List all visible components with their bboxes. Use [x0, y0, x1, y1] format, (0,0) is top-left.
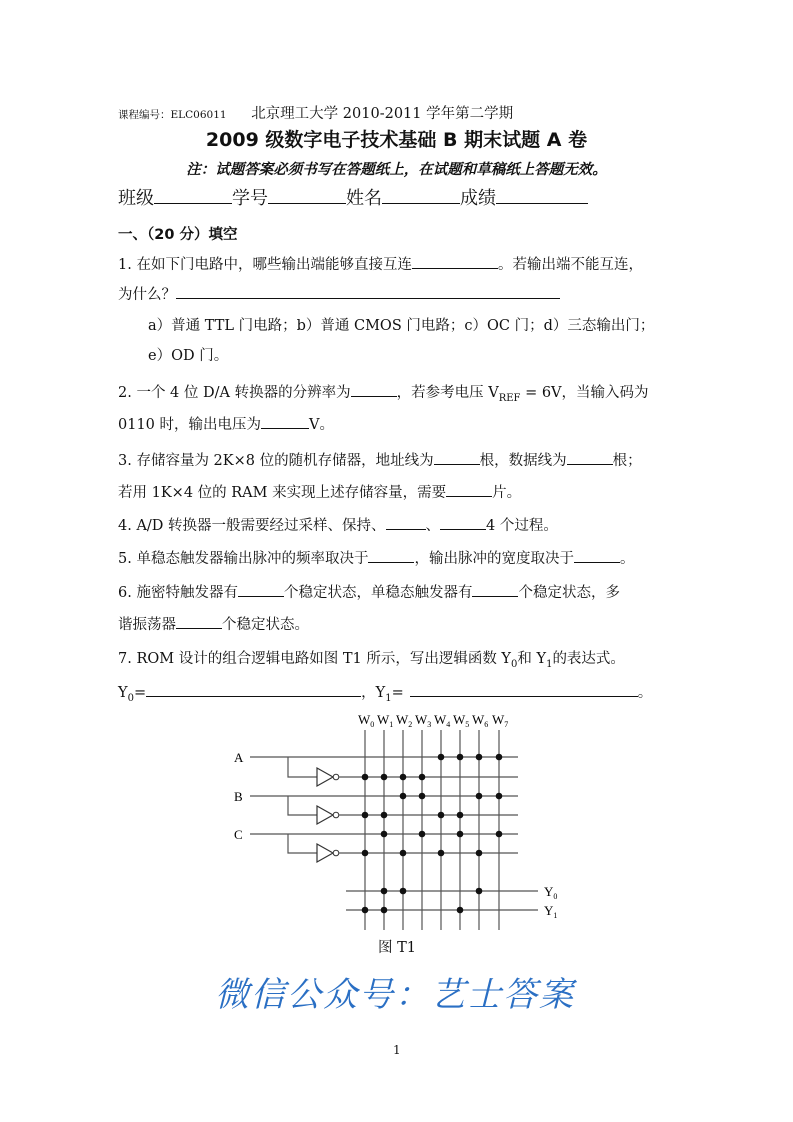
- output-label: $Y_1$: [544, 903, 558, 920]
- q6-line1: 6. 施密特触发器有 个稳定状态，单稳态触发器有 个稳定状态，多: [118, 582, 620, 603]
- word-line-label: $W_1$: [377, 712, 394, 729]
- q5-line: 5. 单稳态触发器输出脉冲的频率取决于 ，输出脉冲的宽度取决于 。: [118, 548, 634, 569]
- or-dot: [457, 907, 464, 914]
- and-dot: [362, 812, 369, 819]
- output-label: $Y_0$: [544, 884, 558, 901]
- and-dot: [381, 831, 388, 838]
- and-dot: [419, 774, 426, 781]
- word-line-label: $W_6$: [472, 712, 489, 729]
- q1-line2: 为什么？: [118, 284, 560, 305]
- q2-line1: 2. 一个 4 位 D/A 转换器的分辨率为 ，若参考电压 $V_{REF} = 6V$，当输入码为: [118, 382, 649, 403]
- page-number: 1: [393, 1043, 401, 1057]
- input-label: A: [234, 750, 244, 765]
- figure-caption: 图 T1: [378, 940, 417, 956]
- and-dot: [419, 793, 426, 800]
- class-label: 班级: [118, 188, 154, 209]
- and-dot: [457, 812, 464, 819]
- course-code: 课程编号：ELC06011: [118, 109, 227, 121]
- and-dot: [457, 831, 464, 838]
- and-dot: [400, 793, 407, 800]
- and-dot: [476, 850, 483, 857]
- q3-line1: 3. 存储容量为 2K×8 位的随机存储器，地址线为 根，数据线为 根；: [118, 450, 642, 471]
- q4-line: 4. A/D 转换器一般需要经过采样、保持、 、 4 个过程。: [118, 515, 558, 536]
- and-dot: [438, 850, 445, 857]
- and-dot: [496, 831, 503, 838]
- word-line-label: $W_0$: [358, 712, 375, 729]
- q6-line2: 谐振荡器 个稳定状态。: [118, 614, 309, 635]
- inverter-bubble: [333, 850, 339, 856]
- branch-wire: [288, 834, 317, 853]
- input-label: B: [234, 789, 243, 804]
- word-line-label: $W_4$: [434, 712, 451, 729]
- q1-line1: 1. 在如下门电路中，哪些输出端能够直接互连 。若输出端不能互连，: [118, 254, 643, 275]
- or-dot: [381, 888, 388, 895]
- q1-options1: a）普通 TTL 门电路；b）普通 CMOS 门电路；c）OC 门；d）三态输出门；: [148, 318, 655, 334]
- name-label: 姓名: [346, 188, 382, 209]
- and-dot: [400, 774, 407, 781]
- word-line-label: $W_7$: [492, 712, 509, 729]
- branch-wire: [288, 796, 317, 815]
- q7-answers: $Y_0=$ ，$Y_1=$ 。: [118, 682, 652, 703]
- and-dot: [362, 850, 369, 857]
- word-line-label: $W_3$: [415, 712, 432, 729]
- and-dot: [400, 850, 407, 857]
- inverter-icon: [317, 768, 333, 786]
- or-dot: [381, 907, 388, 914]
- inverter-icon: [317, 806, 333, 824]
- or-dot: [400, 888, 407, 895]
- and-dot: [438, 754, 445, 761]
- id-label: 学号: [232, 188, 268, 209]
- and-dot: [438, 812, 445, 819]
- and-dot: [362, 774, 369, 781]
- q2-line2: 0110 时，输出电压为 V。: [118, 414, 334, 435]
- branch-wire: [288, 757, 317, 777]
- score-label: 成绩: [460, 188, 496, 209]
- q1-options2: e）OD 门。: [148, 348, 229, 364]
- and-dot: [496, 754, 503, 761]
- q7-line: 7. ROM 设计的组合逻辑电路如图 T1 所示，写出逻辑函数 $Y_0$和 $Y_1$的表达式。: [118, 651, 625, 670]
- watermark: 微信公众号：艺士答案: [215, 975, 575, 1015]
- or-dot: [476, 888, 483, 895]
- and-dot: [381, 812, 388, 819]
- word-line-label: $W_5$: [453, 712, 470, 729]
- exam-note: 注：试题答案必须书写在答题纸上，在试题和草稿纸上答题无效。: [186, 162, 607, 178]
- and-dot: [457, 754, 464, 761]
- input-label: C: [234, 827, 243, 842]
- inverter-icon: [317, 844, 333, 862]
- section-heading: 一、（20 分）填空: [118, 227, 238, 243]
- word-line-label: $W_2$: [396, 712, 413, 729]
- and-dot: [419, 831, 426, 838]
- and-dot: [496, 793, 503, 800]
- inverter-bubble: [333, 812, 339, 818]
- and-dot: [476, 793, 483, 800]
- school-term: 北京理工大学 2010-2011 学年第二学期: [251, 106, 514, 122]
- exam-title: 2009 级数字电子技术基础 B 期末试题 A 卷: [205, 129, 588, 151]
- and-dot: [381, 774, 388, 781]
- inverter-bubble: [333, 774, 339, 780]
- and-dot: [476, 754, 483, 761]
- or-dot: [362, 907, 369, 914]
- q3-line2: 若用 1K×4 位的 RAM 来实现上述存储容量，需要 片。: [118, 482, 521, 503]
